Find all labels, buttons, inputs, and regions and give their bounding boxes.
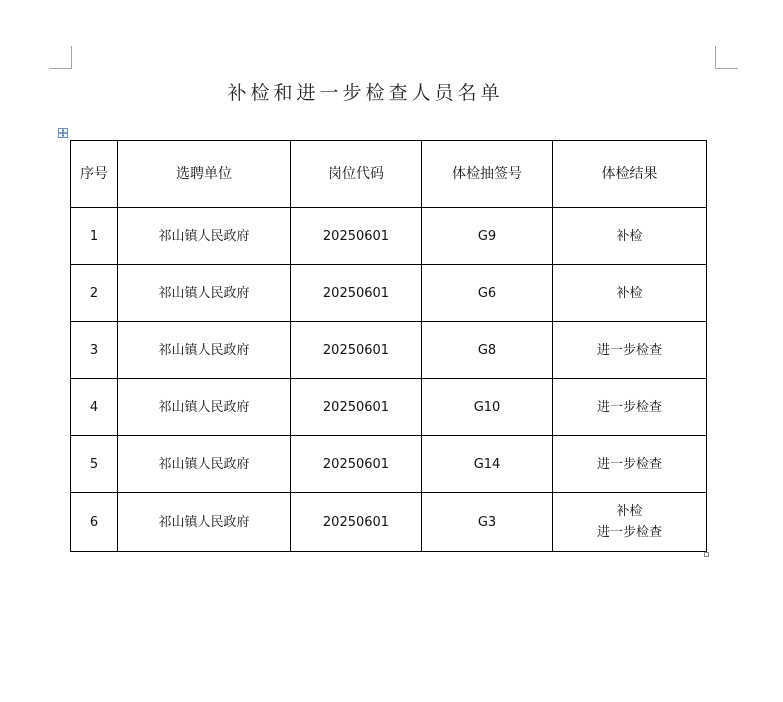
header-draw-number: 体检抽签号: [422, 141, 553, 208]
cell-result-line: 进一步检查: [596, 525, 662, 540]
cell-draw-number: G14: [422, 436, 553, 493]
cell-position-code: 20250601: [291, 379, 422, 436]
table-row: [71, 379, 707, 436]
personnel-table: [70, 140, 707, 552]
table-row: [71, 493, 707, 552]
page-title: 补检和进一步检查人员名单: [227, 82, 504, 104]
cell-result: [553, 493, 707, 552]
cell-result: 补检: [553, 265, 707, 322]
cell-unit: 祁山镇人民政府: [118, 379, 291, 436]
header-position-code: 岗位代码: [291, 141, 422, 208]
header-result: 体检结果: [553, 141, 707, 208]
cell-index: 4: [71, 379, 118, 436]
cell-position-code: 20250601: [291, 493, 422, 552]
cell-unit: 祁山镇人民政府: [118, 322, 291, 379]
cell-result-line: 补检: [616, 504, 643, 519]
header-unit: 选聘单位: [118, 141, 291, 208]
cell-position-code: 20250601: [291, 436, 422, 493]
cell-index: 2: [71, 265, 118, 322]
cell-index: 6: [71, 493, 118, 552]
table-header-row: [71, 141, 707, 208]
cell-result: 进一步检查: [553, 322, 707, 379]
cell-result: 进一步检查: [553, 379, 707, 436]
page-margin-corner-top-left: [49, 46, 72, 69]
cell-unit: 祁山镇人民政府: [118, 436, 291, 493]
cell-draw-number: G8: [422, 322, 553, 379]
cell-result: 补检: [553, 208, 707, 265]
cell-draw-number: G9: [422, 208, 553, 265]
cell-draw-number: G10: [422, 379, 553, 436]
header-index: 序号: [71, 141, 118, 208]
cell-unit: 祁山镇人民政府: [118, 493, 291, 552]
cell-unit: 祁山镇人民政府: [118, 265, 291, 322]
table-row: [71, 208, 707, 265]
cell-position-code: 20250601: [291, 322, 422, 379]
cell-index: 5: [71, 436, 118, 493]
table-resize-icon[interactable]: [704, 552, 709, 557]
table-row: [71, 436, 707, 493]
cell-position-code: 20250601: [291, 265, 422, 322]
cell-draw-number: G6: [422, 265, 553, 322]
cell-index: 1: [71, 208, 118, 265]
cell-draw-number: G3: [422, 493, 553, 552]
cell-result: 进一步检查: [553, 436, 707, 493]
table-move-icon[interactable]: [58, 128, 68, 138]
cell-position-code: 20250601: [291, 208, 422, 265]
cell-index: 3: [71, 322, 118, 379]
page-margin-corner-top-right: [715, 46, 738, 69]
table-row: [71, 265, 707, 322]
table-row: [71, 322, 707, 379]
cell-unit: 祁山镇人民政府: [118, 208, 291, 265]
